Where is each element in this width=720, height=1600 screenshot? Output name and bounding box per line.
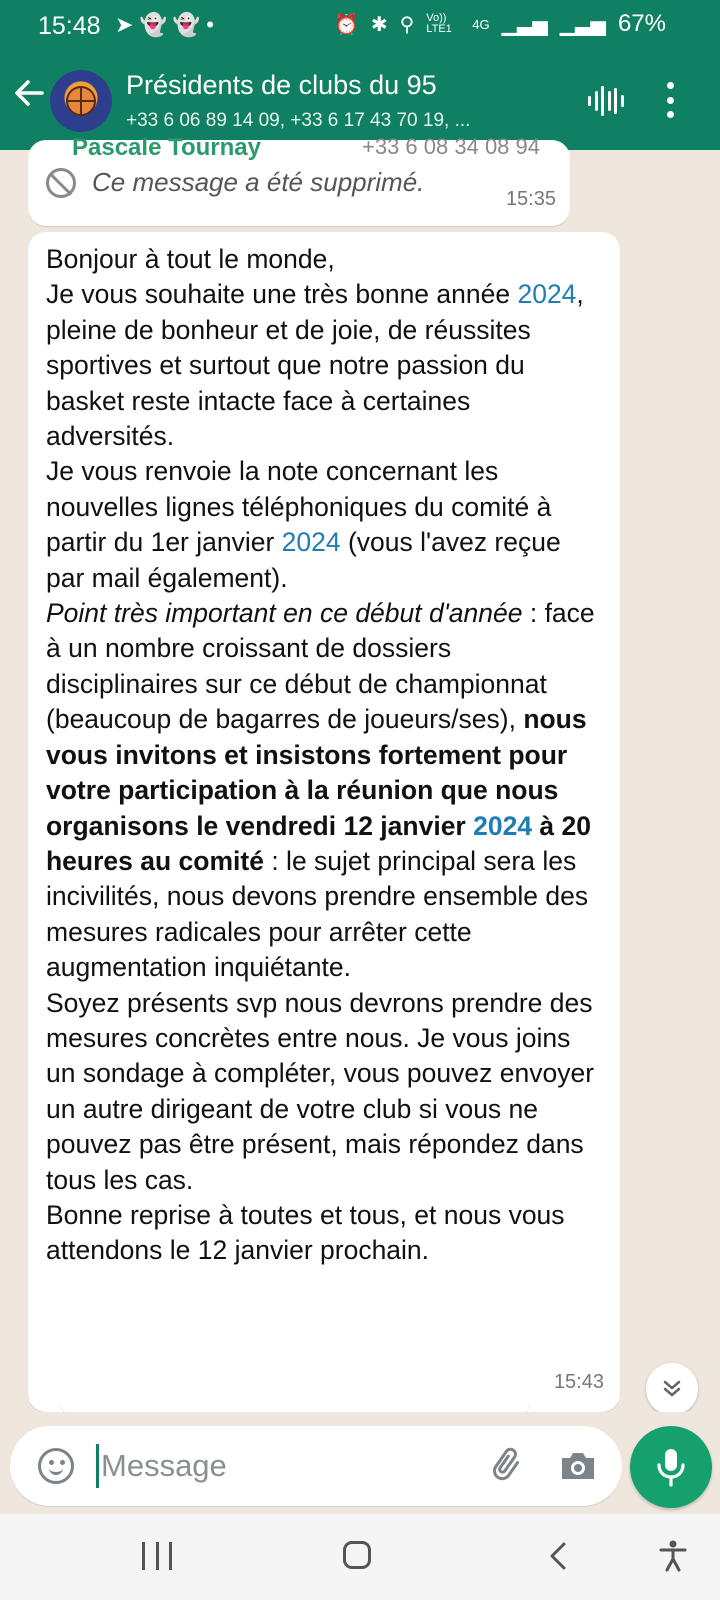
chevron-down-icon: [660, 1377, 684, 1401]
chat-title[interactable]: Présidents de clubs du 95: [126, 70, 437, 100]
notification-icons: [115, 12, 214, 38]
scroll-to-bottom-button[interactable]: [646, 1363, 698, 1415]
status-time: 15:48: [38, 12, 101, 40]
header: [0, 0, 720, 150]
ban-icon: [46, 168, 76, 198]
message-input[interactable]: [96, 1444, 466, 1488]
sender-phone: +33 6 08 34 08 94: [362, 134, 540, 159]
nav-back-icon[interactable]: [548, 1542, 568, 1570]
voice-record-button[interactable]: [630, 1426, 712, 1508]
volte-label: Vo)) LTE1: [426, 12, 452, 35]
attach-icon[interactable]: [490, 1446, 530, 1486]
camera-icon[interactable]: [558, 1448, 598, 1484]
recents-icon[interactable]: [142, 1542, 172, 1570]
message-line: Point très important en ce début d'année : face à un nombre croissant de dossiers disciplinaires sur ce début de championnat (beaucoup de bagarres de joueurs/ses), nous vous invitons et insistons fortement pour votre participation à la réunion que nous organisons le vendredi 12 janvier 2024 à 20 heures au comité : le sujet principal sera les incivilités, nous devons prendre ensemble des mesures radicales pour arrêter cette augmentation inquiétante.: [46, 598, 595, 983]
date-link[interactable]: 2024: [281, 527, 341, 558]
message-time: 15:35: [505, 188, 556, 210]
deleted-text: Ce message a été supprimé.: [92, 167, 425, 197]
message-sender: Pascale Tournay: [72, 134, 261, 161]
group-avatar[interactable]: [50, 70, 112, 132]
network-label: 4G: [472, 16, 490, 32]
chat-area[interactable]: [0, 134, 720, 1412]
message-body: [46, 242, 602, 1269]
signal-icon-2: ▁▃▅: [559, 13, 606, 36]
message-composer: [10, 1426, 622, 1506]
system-icons: [334, 10, 666, 38]
emoji-icon[interactable]: [38, 1448, 74, 1484]
composer-bar: [0, 1412, 720, 1514]
more-vert-icon[interactable]: [664, 82, 676, 118]
snapchat-icon: 👻: [139, 12, 167, 37]
mic-icon: [654, 1446, 688, 1488]
accessibility-icon[interactable]: [658, 1540, 688, 1572]
home-icon[interactable]: [343, 1541, 371, 1569]
status-bar: [0, 0, 720, 52]
message-line: Bonjour à tout le monde,: [46, 244, 335, 274]
battery-level: 67%: [617, 10, 666, 37]
date-link[interactable]: 2024: [473, 810, 533, 841]
audio-wave-icon[interactable]: [588, 86, 624, 116]
deleted-message[interactable]: [28, 134, 570, 226]
location-icon: ⚲: [399, 13, 415, 36]
basketball-icon: [66, 86, 96, 116]
message-line: Bonne reprise à toutes et tous, et nous vous attendons le 12 janvier prochain.: [46, 1199, 565, 1266]
text-message[interactable]: [28, 232, 620, 1412]
chat-participants[interactable]: +33 6 06 89 14 09, +33 6 17 43 70 19, ...: [126, 110, 471, 131]
message-line: Je vous souhaite une très bonne année 2024, pleine de bonheur et de joie, de réussites sportives et surtout que notre passion du basket reste intacte face à certaines adversités.: [46, 279, 584, 452]
message-line: Soyez présents svp nous devrons prendre des mesures concrètes entre nous. Je vous joins un sondage à compléter, vous pouvez envoyer un autre dirigeant de votre club si vous ne pouvez pas être présent, mais répondez dans tous les cas.: [46, 987, 595, 1195]
message-line: Je vous renvoie la note concernant les nouvelles lignes téléphoniques du comité à partir du 1er janvier 2024 (vous l'avez reçue par mail également).: [46, 456, 561, 593]
message-time: 15:43: [553, 1371, 604, 1393]
snapchat-icon-2: 👻: [172, 12, 201, 37]
date-link[interactable]: 2024: [517, 279, 577, 310]
alarm-icon: ⏰: [333, 13, 359, 36]
bluetooth-icon: ✱: [370, 13, 388, 36]
dot-icon: •: [206, 12, 214, 37]
signal-icon: ▁▃▅: [501, 13, 548, 36]
system-navigation-bar: [0, 1514, 720, 1600]
navigation-icon: ➤: [115, 12, 134, 37]
back-arrow-icon[interactable]: [12, 76, 48, 116]
